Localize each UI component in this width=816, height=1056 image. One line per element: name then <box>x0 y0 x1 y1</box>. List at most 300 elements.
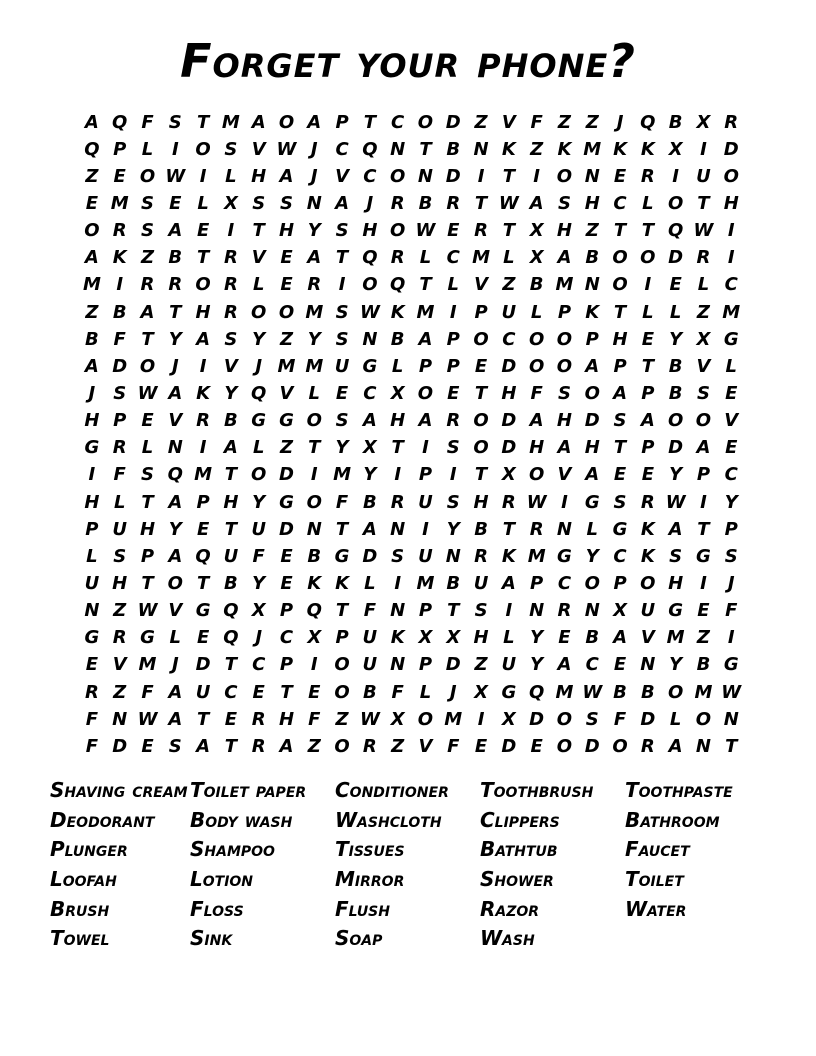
grid-letter: M <box>444 708 463 730</box>
grid-letter: E <box>85 654 99 676</box>
grid-letter: O <box>473 437 489 459</box>
grid-letter: I <box>310 654 318 676</box>
grid-letter: U <box>334 355 350 377</box>
grid-letter: D <box>640 708 656 730</box>
grid-letter: E <box>280 274 293 296</box>
grid-letter: I <box>116 274 124 296</box>
grid-letter: P <box>113 410 127 432</box>
grid-letter: O <box>334 735 350 757</box>
grid-letter: R <box>474 545 488 567</box>
grid-letter: T <box>613 301 627 323</box>
grid-letter: T <box>224 464 238 486</box>
grid-letter: I <box>199 355 207 377</box>
grid-letter: O <box>278 111 295 133</box>
grid-letter: Q <box>167 464 183 486</box>
grid-letter: E <box>113 165 126 187</box>
grid-letter: S <box>335 328 349 350</box>
grid-letter: N <box>417 165 433 187</box>
grid-letter: Y <box>224 382 238 404</box>
grid-letter: L <box>642 192 654 214</box>
grid-letter: M <box>416 572 435 594</box>
grid-letter: C <box>279 627 294 649</box>
grid-letter: C <box>391 111 405 133</box>
grid-letter: P <box>557 301 572 323</box>
grid-letter: H <box>195 301 211 323</box>
grid-letter: V <box>474 274 489 296</box>
grid-letter: P <box>196 491 210 513</box>
grid-letter: K <box>112 247 127 269</box>
grid-letter: Y <box>363 464 377 486</box>
grid-letter: A <box>418 328 433 350</box>
grid-letter: O <box>528 355 545 377</box>
grid-letter: R <box>696 247 711 269</box>
word-search-grid <box>78 109 745 760</box>
grid-letter: V <box>696 355 711 377</box>
grid-letter: W <box>276 138 297 160</box>
grid-letter: H <box>390 410 406 432</box>
grid-letter: B <box>585 627 600 649</box>
grid-letter: W <box>721 681 742 703</box>
grid-letter: T <box>252 220 265 242</box>
grid-letter: K <box>501 138 516 160</box>
grid-letter: X <box>307 627 322 649</box>
grid-letter: F <box>725 600 738 622</box>
grid-letter: R <box>84 681 99 703</box>
word-list-column <box>50 779 190 957</box>
grid-letter: I <box>310 464 318 486</box>
grid-letter: E <box>196 518 210 540</box>
grid-letter: I <box>700 138 707 160</box>
grid-letter: O <box>695 410 712 432</box>
grid-letter: R <box>501 491 516 513</box>
grid-letter: J <box>310 138 318 160</box>
word-list-column <box>190 779 335 957</box>
grid-letter: E <box>141 735 154 757</box>
grid-letter: T <box>196 572 210 594</box>
word-list <box>50 779 781 957</box>
grid-letter: G <box>334 545 350 567</box>
grid-letter: M <box>277 355 296 377</box>
grid-letter: B <box>668 111 683 133</box>
grid-letter: J <box>171 654 179 676</box>
grid-letter: T <box>697 518 710 540</box>
grid-letter: K <box>307 572 322 594</box>
grid-letter: A <box>585 464 600 486</box>
grid-letter: R <box>112 627 127 649</box>
grid-letter: M <box>221 111 240 133</box>
word-list-column <box>335 779 480 957</box>
grid-letter: T <box>141 572 154 594</box>
grid-letter: T <box>502 220 515 242</box>
grid-letter: T <box>196 247 210 269</box>
grid-letter: P <box>279 654 294 676</box>
grid-letter: Z <box>474 654 488 676</box>
grid-letter: N <box>390 518 406 540</box>
grid-letter: E <box>280 247 293 269</box>
grid-letter: V <box>223 355 238 377</box>
grid-letter: F <box>141 111 154 133</box>
grid-letter: T <box>613 437 627 459</box>
grid-letter: Z <box>557 111 571 133</box>
grid-letter: A <box>418 410 433 432</box>
grid-letter: L <box>447 274 459 296</box>
grid-letter: Z <box>585 111 599 133</box>
grid-letter: M <box>694 681 713 703</box>
grid-letter: M <box>666 627 685 649</box>
grid-letter: S <box>224 328 238 350</box>
grid-letter: X <box>418 627 433 649</box>
grid-letter: A <box>279 165 294 187</box>
grid-letter: S <box>113 545 127 567</box>
grid-letter: P <box>446 355 460 377</box>
grid-letter: G <box>195 600 211 622</box>
grid-letter: L <box>530 301 543 323</box>
grid-letter: E <box>641 464 654 486</box>
grid-letter: O <box>417 382 434 404</box>
grid-letter: H <box>473 627 489 649</box>
grid-letter: R <box>446 410 461 432</box>
grid-letter: I <box>727 220 735 242</box>
grid-letter: B <box>390 328 405 350</box>
grid-letter: W <box>665 491 686 513</box>
grid-letter: H <box>556 220 572 242</box>
grid-letter: L <box>503 627 515 649</box>
grid-letter: O <box>278 301 295 323</box>
grid-letter: F <box>530 382 543 404</box>
grid-letter: Q <box>362 138 378 160</box>
grid-letter: N <box>84 600 100 622</box>
grid-letter: X <box>696 328 711 350</box>
word-list-item: Sink <box>190 926 233 951</box>
grid-letter: T <box>224 654 238 676</box>
grid-letter: V <box>168 410 183 432</box>
grid-letter: X <box>613 600 627 622</box>
grid-letter: A <box>501 572 516 594</box>
grid-letter: E <box>335 382 349 404</box>
grid-letter: O <box>667 192 684 214</box>
grid-letter: Z <box>140 247 155 269</box>
grid-letter: A <box>668 518 683 540</box>
grid-letter: E <box>447 382 460 404</box>
grid-letter: F <box>335 491 349 513</box>
word-list-column <box>625 779 781 927</box>
grid-letter: T <box>474 382 488 404</box>
grid-letter: R <box>640 735 655 757</box>
grid-letter: O <box>390 220 406 242</box>
grid-letter: A <box>168 382 183 404</box>
grid-letter: D <box>445 165 461 187</box>
grid-letter: J <box>88 382 96 404</box>
grid-letter: C <box>613 192 627 214</box>
grid-letter: D <box>362 545 378 567</box>
grid-letter: S <box>335 220 349 242</box>
grid-letter: S <box>391 545 405 567</box>
grid-letter: T <box>363 111 376 133</box>
grid-letter: U <box>223 545 239 567</box>
grid-letter: G <box>84 437 100 459</box>
grid-letter: A <box>613 627 627 649</box>
grid-letter: N <box>306 518 322 540</box>
grid-letter: L <box>586 518 598 540</box>
grid-letter: X <box>474 681 488 703</box>
grid-letter: W <box>415 220 436 242</box>
grid-letter: P <box>446 328 460 350</box>
word-list-item: Toilet <box>625 867 684 892</box>
grid-letter: W <box>137 600 158 622</box>
grid-letter: O <box>528 328 545 350</box>
grid-letter: B <box>529 274 544 296</box>
grid-letter: H <box>139 518 156 540</box>
grid-letter: W <box>165 165 186 187</box>
word-list-item: Towel <box>50 926 110 951</box>
grid-letter: J <box>449 681 457 703</box>
grid-letter: I <box>477 708 485 730</box>
grid-letter: Y <box>335 437 349 459</box>
grid-letter: N <box>445 545 461 567</box>
grid-letter: A <box>168 708 183 730</box>
grid-letter: A <box>335 192 350 214</box>
grid-letter: M <box>305 301 324 323</box>
grid-letter: Y <box>446 518 460 540</box>
grid-letter: N <box>556 518 572 540</box>
grid-letter: J <box>255 627 263 649</box>
grid-letter: A <box>640 410 655 432</box>
grid-letter: E <box>725 382 738 404</box>
grid-letter: D <box>279 518 294 540</box>
grid-letter: A <box>585 355 600 377</box>
grid-letter: N <box>306 192 322 214</box>
grid-letter: C <box>224 681 238 703</box>
grid-letter: P <box>641 382 655 404</box>
word-list-item: Wash <box>480 926 535 951</box>
grid-letter: C <box>557 572 572 594</box>
grid-letter: Y <box>307 220 321 242</box>
grid-letter: L <box>252 437 265 459</box>
grid-letter: U <box>418 545 433 567</box>
grid-letter: T <box>419 138 432 160</box>
grid-letter: A <box>362 518 377 540</box>
grid-letter: B <box>168 247 183 269</box>
grid-letter: E <box>447 220 460 242</box>
grid-letter: U <box>473 572 489 594</box>
grid-letter: V <box>279 382 294 404</box>
grid-letter: X <box>501 464 516 486</box>
grid-letter: T <box>335 518 349 540</box>
grid-letter: I <box>199 165 207 187</box>
grid-letter: S <box>168 735 182 757</box>
grid-letter: B <box>668 382 683 404</box>
grid-letter: B <box>112 301 127 323</box>
grid-letter: O <box>473 410 489 432</box>
grid-letter: X <box>390 382 405 404</box>
grid-letter: O <box>362 274 378 296</box>
grid-letter: O <box>667 681 684 703</box>
grid-letter: A <box>84 111 99 133</box>
grid-letter: T <box>502 165 515 187</box>
grid-letter: G <box>584 491 600 513</box>
grid-letter: S <box>446 491 460 513</box>
grid-letter: J <box>310 165 318 187</box>
grid-letter: A <box>168 681 183 703</box>
grid-letter: D <box>112 735 128 757</box>
grid-letter: O <box>139 355 156 377</box>
grid-letter: L <box>252 274 265 296</box>
grid-letter: K <box>557 138 572 160</box>
grid-letter: I <box>449 301 457 323</box>
word-list-item: Tissues <box>335 837 405 862</box>
grid-letter: X <box>446 627 461 649</box>
grid-letter: Q <box>251 382 267 404</box>
grid-letter: K <box>501 545 516 567</box>
grid-letter: V <box>251 247 266 269</box>
grid-letter: N <box>167 437 183 459</box>
grid-letter: B <box>640 681 655 703</box>
grid-letter: Z <box>585 220 599 242</box>
grid-letter: C <box>252 654 266 676</box>
grid-letter: Z <box>474 111 488 133</box>
grid-letter: P <box>474 301 488 323</box>
grid-letter: R <box>112 220 127 242</box>
grid-letter: O <box>695 708 712 730</box>
grid-letter: E <box>697 600 710 622</box>
grid-letter: C <box>363 382 377 404</box>
grid-letter: E <box>613 464 627 486</box>
grid-letter: A <box>362 410 377 432</box>
grid-letter: P <box>724 518 738 540</box>
grid-letter: C <box>446 247 460 269</box>
grid-letter: E <box>85 192 99 214</box>
grid-letter: I <box>422 437 429 459</box>
grid-letter: G <box>668 600 684 622</box>
word-list-item: Toothpaste <box>625 778 733 802</box>
grid-letter: V <box>251 138 266 160</box>
grid-letter: M <box>110 192 129 214</box>
grid-letter: B <box>474 518 488 540</box>
grid-letter: V <box>724 410 739 432</box>
grid-letter: E <box>641 328 654 350</box>
grid-letter: S <box>696 382 710 404</box>
grid-letter: O <box>584 572 600 594</box>
grid-letter: U <box>112 518 127 540</box>
grid-letter: Z <box>391 735 405 757</box>
grid-letter: Y <box>530 654 544 676</box>
grid-letter: R <box>223 274 238 296</box>
grid-letter: N <box>584 600 600 622</box>
grid-letter: L <box>697 274 710 296</box>
grid-letter: R <box>640 165 655 187</box>
grid-letter: S <box>613 491 627 513</box>
grid-letter: M <box>416 301 435 323</box>
grid-letter: M <box>555 274 574 296</box>
grid-letter: B <box>446 138 461 160</box>
grid-letter: A <box>279 735 294 757</box>
grid-letter: U <box>501 654 517 676</box>
grid-letter: X <box>251 600 266 622</box>
grid-letter: R <box>140 274 155 296</box>
grid-letter: O <box>556 735 573 757</box>
grid-letter: Y <box>669 328 683 350</box>
grid-letter: S <box>557 382 571 404</box>
puzzle-title: Forget your phone? <box>180 34 636 88</box>
grid-letter: A <box>168 491 183 513</box>
grid-letter: Z <box>696 627 710 649</box>
grid-letter: W <box>498 192 519 214</box>
grid-letter: B <box>307 545 322 567</box>
grid-letter: H <box>223 491 239 513</box>
grid-letter: I <box>505 600 513 622</box>
grid-letter: O <box>556 328 573 350</box>
grid-letter: R <box>390 491 405 513</box>
grid-letter: G <box>612 518 628 540</box>
grid-letter: H <box>584 192 600 214</box>
grid-letter: P <box>641 437 655 459</box>
word-list-item: Water <box>625 896 687 921</box>
grid-letter: E <box>169 192 182 214</box>
grid-letter: K <box>640 518 655 540</box>
grid-letter: A <box>307 247 322 269</box>
word-list-column <box>480 779 625 957</box>
word-list-item: Loofah <box>50 867 117 892</box>
grid-letter: R <box>529 518 544 540</box>
grid-letter: G <box>279 410 294 432</box>
grid-letter: G <box>696 545 711 567</box>
grid-letter: N <box>695 735 711 757</box>
grid-letter: O <box>584 382 600 404</box>
grid-letter: H <box>278 708 295 730</box>
grid-letter: O <box>556 708 573 730</box>
grid-letter: H <box>556 410 572 432</box>
grid-letter: S <box>585 708 599 730</box>
grid-letter: R <box>251 735 266 757</box>
grid-letter: D <box>529 708 545 730</box>
word-list-item: Flush <box>335 896 390 921</box>
grid-letter: U <box>362 627 378 649</box>
grid-letter: I <box>561 491 568 513</box>
grid-letter: R <box>446 192 461 214</box>
grid-letter: P <box>696 464 711 486</box>
grid-letter: A <box>696 437 711 459</box>
word-list-item: Washcloth <box>335 807 442 832</box>
grid-letter: H <box>612 328 628 350</box>
grid-letter: E <box>141 410 154 432</box>
word-list-item: Clippers <box>480 807 560 832</box>
grid-letter: K <box>640 138 655 160</box>
grid-letter: E <box>613 165 627 187</box>
grid-letter: W <box>359 301 380 323</box>
grid-letter: W <box>526 491 547 513</box>
grid-letter: T <box>502 518 515 540</box>
grid-letter: B <box>85 328 99 350</box>
grid-letter: R <box>724 111 739 133</box>
grid-letter: S <box>141 464 154 486</box>
grid-letter: V <box>501 111 516 133</box>
grid-letter: O <box>251 464 267 486</box>
grid-letter: O <box>723 165 739 187</box>
grid-letter: R <box>640 491 655 513</box>
grid-letter: L <box>391 355 404 377</box>
grid-letter: U <box>696 165 711 187</box>
grid-letter: M <box>527 545 546 567</box>
grid-letter: W <box>137 382 158 404</box>
grid-letter: Q <box>112 111 128 133</box>
grid-letter: T <box>335 600 349 622</box>
word-list-item: Body wash <box>190 807 293 832</box>
grid-letter: E <box>308 681 321 703</box>
grid-letter: M <box>583 138 602 160</box>
grid-letter: Z <box>85 165 99 187</box>
grid-letter: V <box>418 735 433 757</box>
grid-letter: H <box>112 572 128 594</box>
